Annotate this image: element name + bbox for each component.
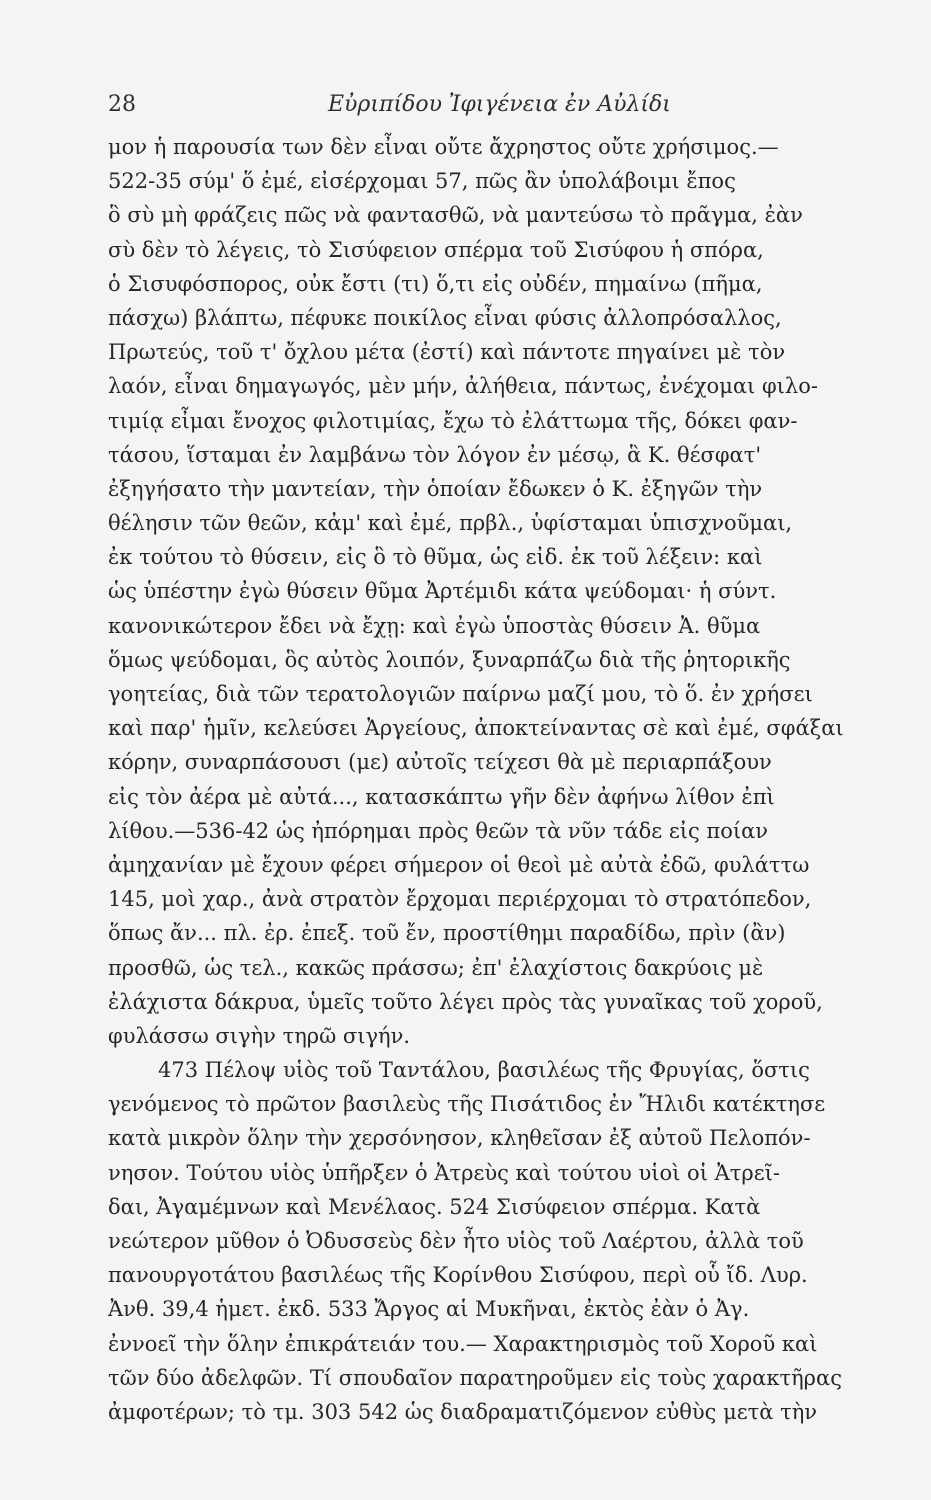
- text-line: τῶν δύο ἀδελφῶν. Τί σπουδαῖον παρατηροῦμεν εἰς τοὺς χαρακτῆρας: [108, 1365, 842, 1390]
- text-line: ὁ Σισυφόσπορος, οὐκ ἔστι (τι) ὅ,τι εἰς οὐδέν, πημαίνω (πῆμα,: [108, 271, 763, 296]
- text-line: 145, μοὶ χαρ., ἀνὰ στρατὸν ἔρχομαι περιέρχομαι τὸ στρατόπεδον,: [108, 887, 812, 912]
- text-line: προσθῶ, ὡς τελ., κακῶς πράσσω; ἐπ' ἐλαχίστοις δακρύοις μὲ: [108, 955, 764, 980]
- page-number: 28: [108, 92, 136, 117]
- text-line: λίθου.—536-42 ὡς ἠπόρημαι πρὸς θεῶν τὰ νῦν τάδε εἰς ποίαν: [108, 818, 769, 843]
- text-line: πάσχω) βλάπτω, πέφυκε ποικίλος εἶναι φύσις ἀλλοπρόσαλλος,: [108, 305, 782, 330]
- text-line: ἐννοεῖ τὴν ὅλην ἐπικράτειάν του.— Χαρακτηρισμὸς τοῦ Χοροῦ καὶ: [108, 1331, 818, 1356]
- text-line: ἐκ τούτου τὸ θύσειν, εἰς ὃ τὸ θῦμα, ὡς εἰδ. ἐκ τοῦ λέξειν: καὶ: [108, 545, 763, 570]
- text-line: κόρην, συναρπάσουσι (με) αὐτοῖς τείχεσι θὰ μὲ περιαρπάξουν: [108, 750, 772, 775]
- text-line: κατὰ μικρὸν ὅλην τὴν χερσόνησον, κληθεῖσαν ἐξ αὐτοῦ Πελοπόν-: [108, 1126, 811, 1151]
- page-header: [108, 92, 878, 132]
- text-line: Ἀνθ. 39,4 ἡμετ. ἐκδ. 533 Ἄργος αἱ Μυκῆναι, ἐκτὸς ἐὰν ὁ Ἀγ.: [108, 1297, 750, 1322]
- text-line: σὺ δὲν τὸ λέγεις, τὸ Σισύφειον σπέρμα τοῦ Σισύφου ἡ σπόρα,: [108, 237, 764, 262]
- text-line: δαι, Ἀγαμέμνων καὶ Μενέλαος. 524 Σισύφειον σπέρμα. Κατὰ: [108, 1194, 761, 1219]
- text-line: νεώτερον μῦθον ὁ Ὀδυσσεὺς δὲν ἦτο υἱὸς τοῦ Λαέρτου, ἀλλὰ τοῦ: [108, 1229, 804, 1253]
- text-line: γοητείας, διὰ τῶν τερατολογιῶν παίρνω μαζί μου, τὸ ὅ. ἐν χρήσει: [108, 682, 813, 706]
- text-line: φυλάσσω σιγὴν τηρῶ σιγήν.: [108, 1023, 411, 1048]
- text-line: ἀμηχανίαν μὲ ἔχουν φέρει σήμερον οἱ θεοὶ μὲ αὐτὰ ἐδῶ, φυλάττω: [108, 852, 810, 877]
- text-line: θέλησιν τῶν θεῶν, κἀμ' καὶ ἐμέ, πρβλ., ὑφίσταμαι ὑπισχνοῦμαι,: [108, 511, 793, 536]
- text-line: εἰς τὸν ἀέρα μὲ αὐτά..., κατασκάπτω γῆν δὲν ἀφήνω λίθον ἐπὶ: [108, 784, 775, 809]
- text-line: 522-35 σύμ' ὅ ἐμέ, εἰσέρχομαι 57, πῶς ἂν ὑπολάβοιμι ἔπος: [108, 169, 736, 194]
- text-line: ὃ σὺ μὴ φράζεις πῶς νὰ φαντασθῶ, νὰ μαντεύσω τὸ πρᾶγμα, ἐὰν: [108, 203, 803, 228]
- text-line: ἐξηγήσατο τὴν μαντείαν, τὴν ὁποίαν ἔδωκεν ὁ Κ. ἐξηγῶν τὴν: [108, 476, 763, 501]
- text-line: ἀμφοτέρων; τὸ τμ. 303 542 ὡς διαδραματιζόμενον εὐθὺς μετὰ τὴν: [108, 1399, 818, 1424]
- text-line: ὡς ὑπέστην ἐγὼ θύσειν θῦμα Ἀρτέμιδι κάτα ψεύδομαι· ἡ σύντ.: [108, 579, 777, 604]
- text-line: μον ἡ παρουσία των δὲν εἶναι οὔτε ἄχρηστος οὔτε χρήσιμος.—: [108, 135, 779, 159]
- text-line: ὅμως ψεύδομαι, ὃς αὐτὸς λοιπόν, ξυναρπάζω διὰ τῆς ῥητορικῆς: [108, 647, 791, 672]
- text-line: Πρωτεύς, τοῦ τ' ὄχλου μέτα (ἐστί) καὶ πάντοτε πηγαίνει μὲ τὸν: [108, 340, 786, 365]
- text-line: νησον. Τούτου υἱὸς ὑπῆρξεν ὁ Ἀτρεὺς καὶ τούτου υἱοὶ οἱ Ἀτρεῖ-: [108, 1160, 780, 1185]
- text-line: κανονικώτερον ἔδει νὰ ἔχῃ: καὶ ἐγὼ ὑποστὰς θύσειν Ἀ. θῦμα: [108, 613, 761, 638]
- running-title: Εὐριπίδου Ἰφιγένεια ἐν Αὐλίδι: [328, 92, 671, 117]
- text-line: λαόν, εἶναι δημαγωγός, μὲν μήν, ἀλήθεια, πάντως, ἐνέχομαι φιλο-: [108, 374, 818, 399]
- text-line: τιμίᾳ εἶμαι ἔνοχος φιλοτιμίας, ἔχω τὸ ἐλάττωμα τῆς, δόκει φαν-: [108, 408, 798, 433]
- body-text: [108, 130, 878, 1429]
- text-line: γενόμενος τὸ πρῶτον βασιλεὺς τῆς Πισάτιδος ἐν Ἤλιδι κατέκτησε: [108, 1092, 826, 1117]
- text-line: 473 Πέλοψ υἱὸς τοῦ Ταντάλου, βασιλέως τῆς Φρυγίας, ὅστις: [158, 1058, 810, 1083]
- text-line: πανουργοτάτου βασιλέως τῆς Κορίνθου Σισύφου, περὶ οὗ ἴδ. Λυρ.: [108, 1263, 808, 1288]
- text-line: ἐλάχιστα δάκρυα, ὑμεῖς τοῦτο λέγει πρὸς τὰς γυναῖκας τοῦ χοροῦ,: [108, 989, 823, 1014]
- text-line: καὶ παρ' ἡμῖν, κελεύσει Ἀργείους, ἀποκτείναντας σὲ καὶ ἐμέ, σφάξαι: [108, 716, 844, 741]
- text-line: ὅπως ἄν... πλ. ἐρ. ἐπεξ. τοῦ ἔν, προστίθημι παραδίδω, πρὶν (ἂν): [108, 921, 786, 946]
- text-line: τάσου, ἵσταμαι ἐν λαμβάνω τὸν λόγον ἐν μέσῳ, ἃ Κ. θέσφατ': [108, 442, 762, 467]
